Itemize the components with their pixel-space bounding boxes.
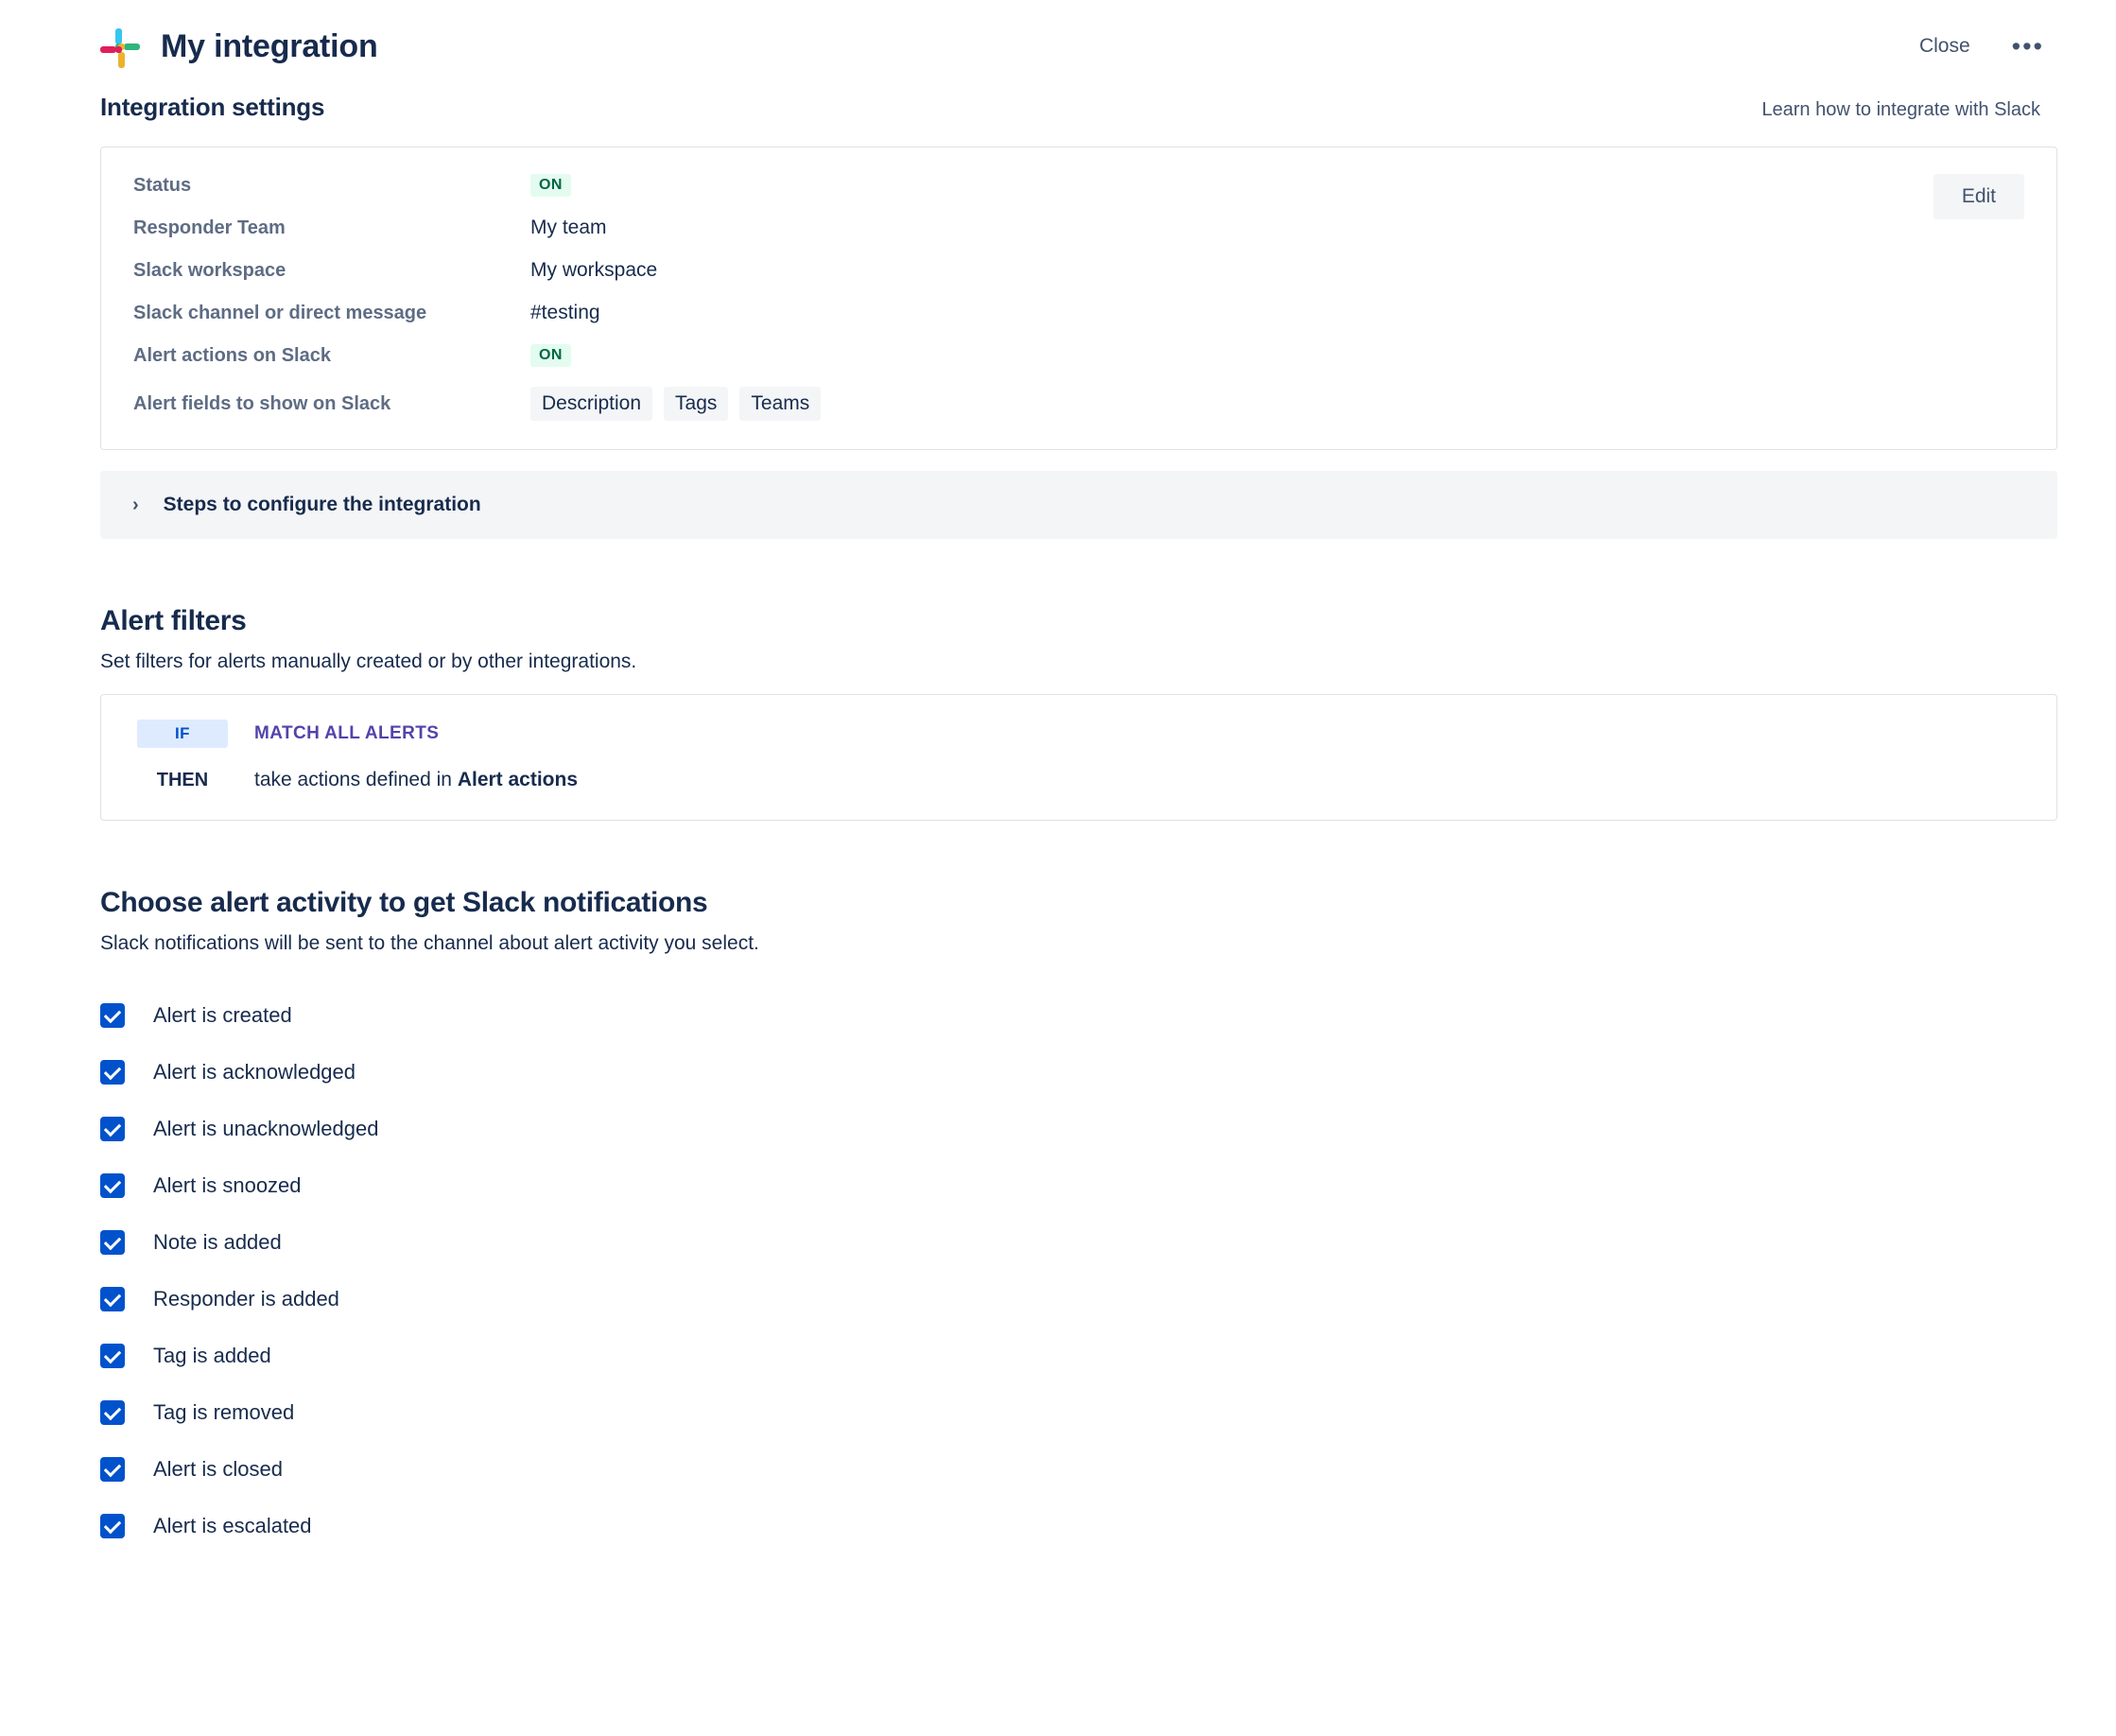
then-text-bold: Alert actions <box>457 769 579 790</box>
match-all-alerts-label: MATCH ALL ALERTS <box>254 723 440 743</box>
checkbox-tag-is-added[interactable] <box>100 1344 125 1368</box>
steps-accordion[interactable] <box>100 471 2057 539</box>
list-item-label: Tag is added <box>153 1344 271 1367</box>
setting-value-alert-fields <box>530 387 2024 421</box>
list-item-label: Note is added <box>153 1230 282 1254</box>
settings-section-title: Integration settings <box>100 93 325 121</box>
alert-actions-badge: ON <box>530 344 571 367</box>
list-item[interactable] <box>100 1101 2057 1157</box>
setting-value-slack-channel: #testing <box>530 302 600 323</box>
filter-if-row <box>137 720 2021 748</box>
list-item[interactable] <box>100 1441 2057 1498</box>
list-item-label: Responder is added <box>153 1287 339 1311</box>
setting-value-responder-team: My team <box>530 217 607 238</box>
checkbox-tag-is-removed[interactable] <box>100 1400 125 1425</box>
list-item-label: Alert is created <box>153 1003 292 1027</box>
checkbox-responder-is-added[interactable] <box>100 1287 125 1311</box>
then-description <box>254 769 578 791</box>
alert-field-chip: Tags <box>664 387 728 421</box>
list-item-label: Alert is closed <box>153 1457 283 1481</box>
list-item[interactable] <box>100 1157 2057 1214</box>
page-title: My integration <box>161 27 378 64</box>
list-item[interactable] <box>100 1328 2057 1384</box>
alert-field-chip: Description <box>530 387 652 421</box>
checkbox-alert-is-unacknowledged[interactable] <box>100 1117 125 1141</box>
setting-label-alert-fields: Alert fields to show on Slack <box>133 392 391 414</box>
setting-value-slack-workspace: My workspace <box>530 259 658 281</box>
then-tag: THEN <box>156 769 209 790</box>
settings-card <box>100 147 2057 450</box>
if-tag: IF <box>137 720 228 748</box>
alert-filters-title: Alert filters <box>100 605 247 636</box>
list-item[interactable] <box>100 1384 2057 1441</box>
then-text-prefix: take actions defined in <box>254 769 458 790</box>
setting-label-slack-workspace: Slack workspace <box>133 259 286 281</box>
setting-value-alert-actions <box>530 344 2024 367</box>
list-item-label: Tag is removed <box>153 1400 295 1424</box>
checkbox-note-is-added[interactable] <box>100 1230 125 1255</box>
more-options-icon[interactable]: ••• <box>2011 32 2044 61</box>
filter-then-row <box>137 769 2021 791</box>
checkbox-alert-is-escalated[interactable] <box>100 1514 125 1538</box>
list-item-label: Alert is unacknowledged <box>153 1117 379 1140</box>
setting-label-responder-team: Responder Team <box>133 217 286 238</box>
list-item[interactable] <box>100 1498 2057 1554</box>
list-item[interactable] <box>100 987 2057 1044</box>
list-item-label: Alert is acknowledged <box>153 1060 356 1084</box>
page-header <box>100 25 2057 68</box>
learn-how-link[interactable]: Learn how to integrate with Slack <box>1761 99 2040 120</box>
list-item[interactable] <box>100 1214 2057 1271</box>
alert-filter-rule-card <box>100 694 2057 821</box>
setting-label-alert-actions: Alert actions on Slack <box>133 344 331 366</box>
list-item[interactable] <box>100 1044 2057 1101</box>
setting-label-status: Status <box>133 174 192 196</box>
setting-value-status <box>530 174 2024 197</box>
setting-label-slack-channel: Slack channel or direct message <box>133 302 427 323</box>
alert-filters-subtitle: Set filters for alerts manually created or by other integrations. <box>100 651 637 672</box>
header-actions <box>1918 32 2057 61</box>
list-item-label: Alert is snoozed <box>153 1173 302 1197</box>
checkbox-alert-is-acknowledged[interactable] <box>100 1060 125 1085</box>
checkbox-alert-is-snoozed[interactable] <box>100 1173 125 1198</box>
close-button[interactable]: Close <box>1918 35 1970 57</box>
alert-activity-title: Choose alert activity to get Slack notifications <box>100 887 708 918</box>
alert-filters-section <box>100 605 2057 821</box>
list-item-label: Alert is escalated <box>153 1514 312 1537</box>
slack-icon <box>100 28 140 68</box>
edit-button[interactable]: Edit <box>1934 174 2024 219</box>
alert-activity-subtitle: Slack notifications will be sent to the channel about alert activity you select. <box>100 932 759 954</box>
alert-field-chip: Teams <box>739 387 821 421</box>
alert-activity-list <box>100 987 2057 1554</box>
settings-grid <box>133 174 2024 421</box>
list-item[interactable] <box>100 1271 2057 1328</box>
chevron-right-icon: › <box>132 495 139 515</box>
checkbox-alert-is-closed[interactable] <box>100 1457 125 1482</box>
steps-accordion-label: Steps to configure the integration <box>163 494 481 515</box>
status-badge: ON <box>530 174 571 197</box>
alert-activity-section <box>100 887 2057 1554</box>
settings-section-header <box>100 93 2057 122</box>
checkbox-alert-is-created[interactable] <box>100 1003 125 1028</box>
